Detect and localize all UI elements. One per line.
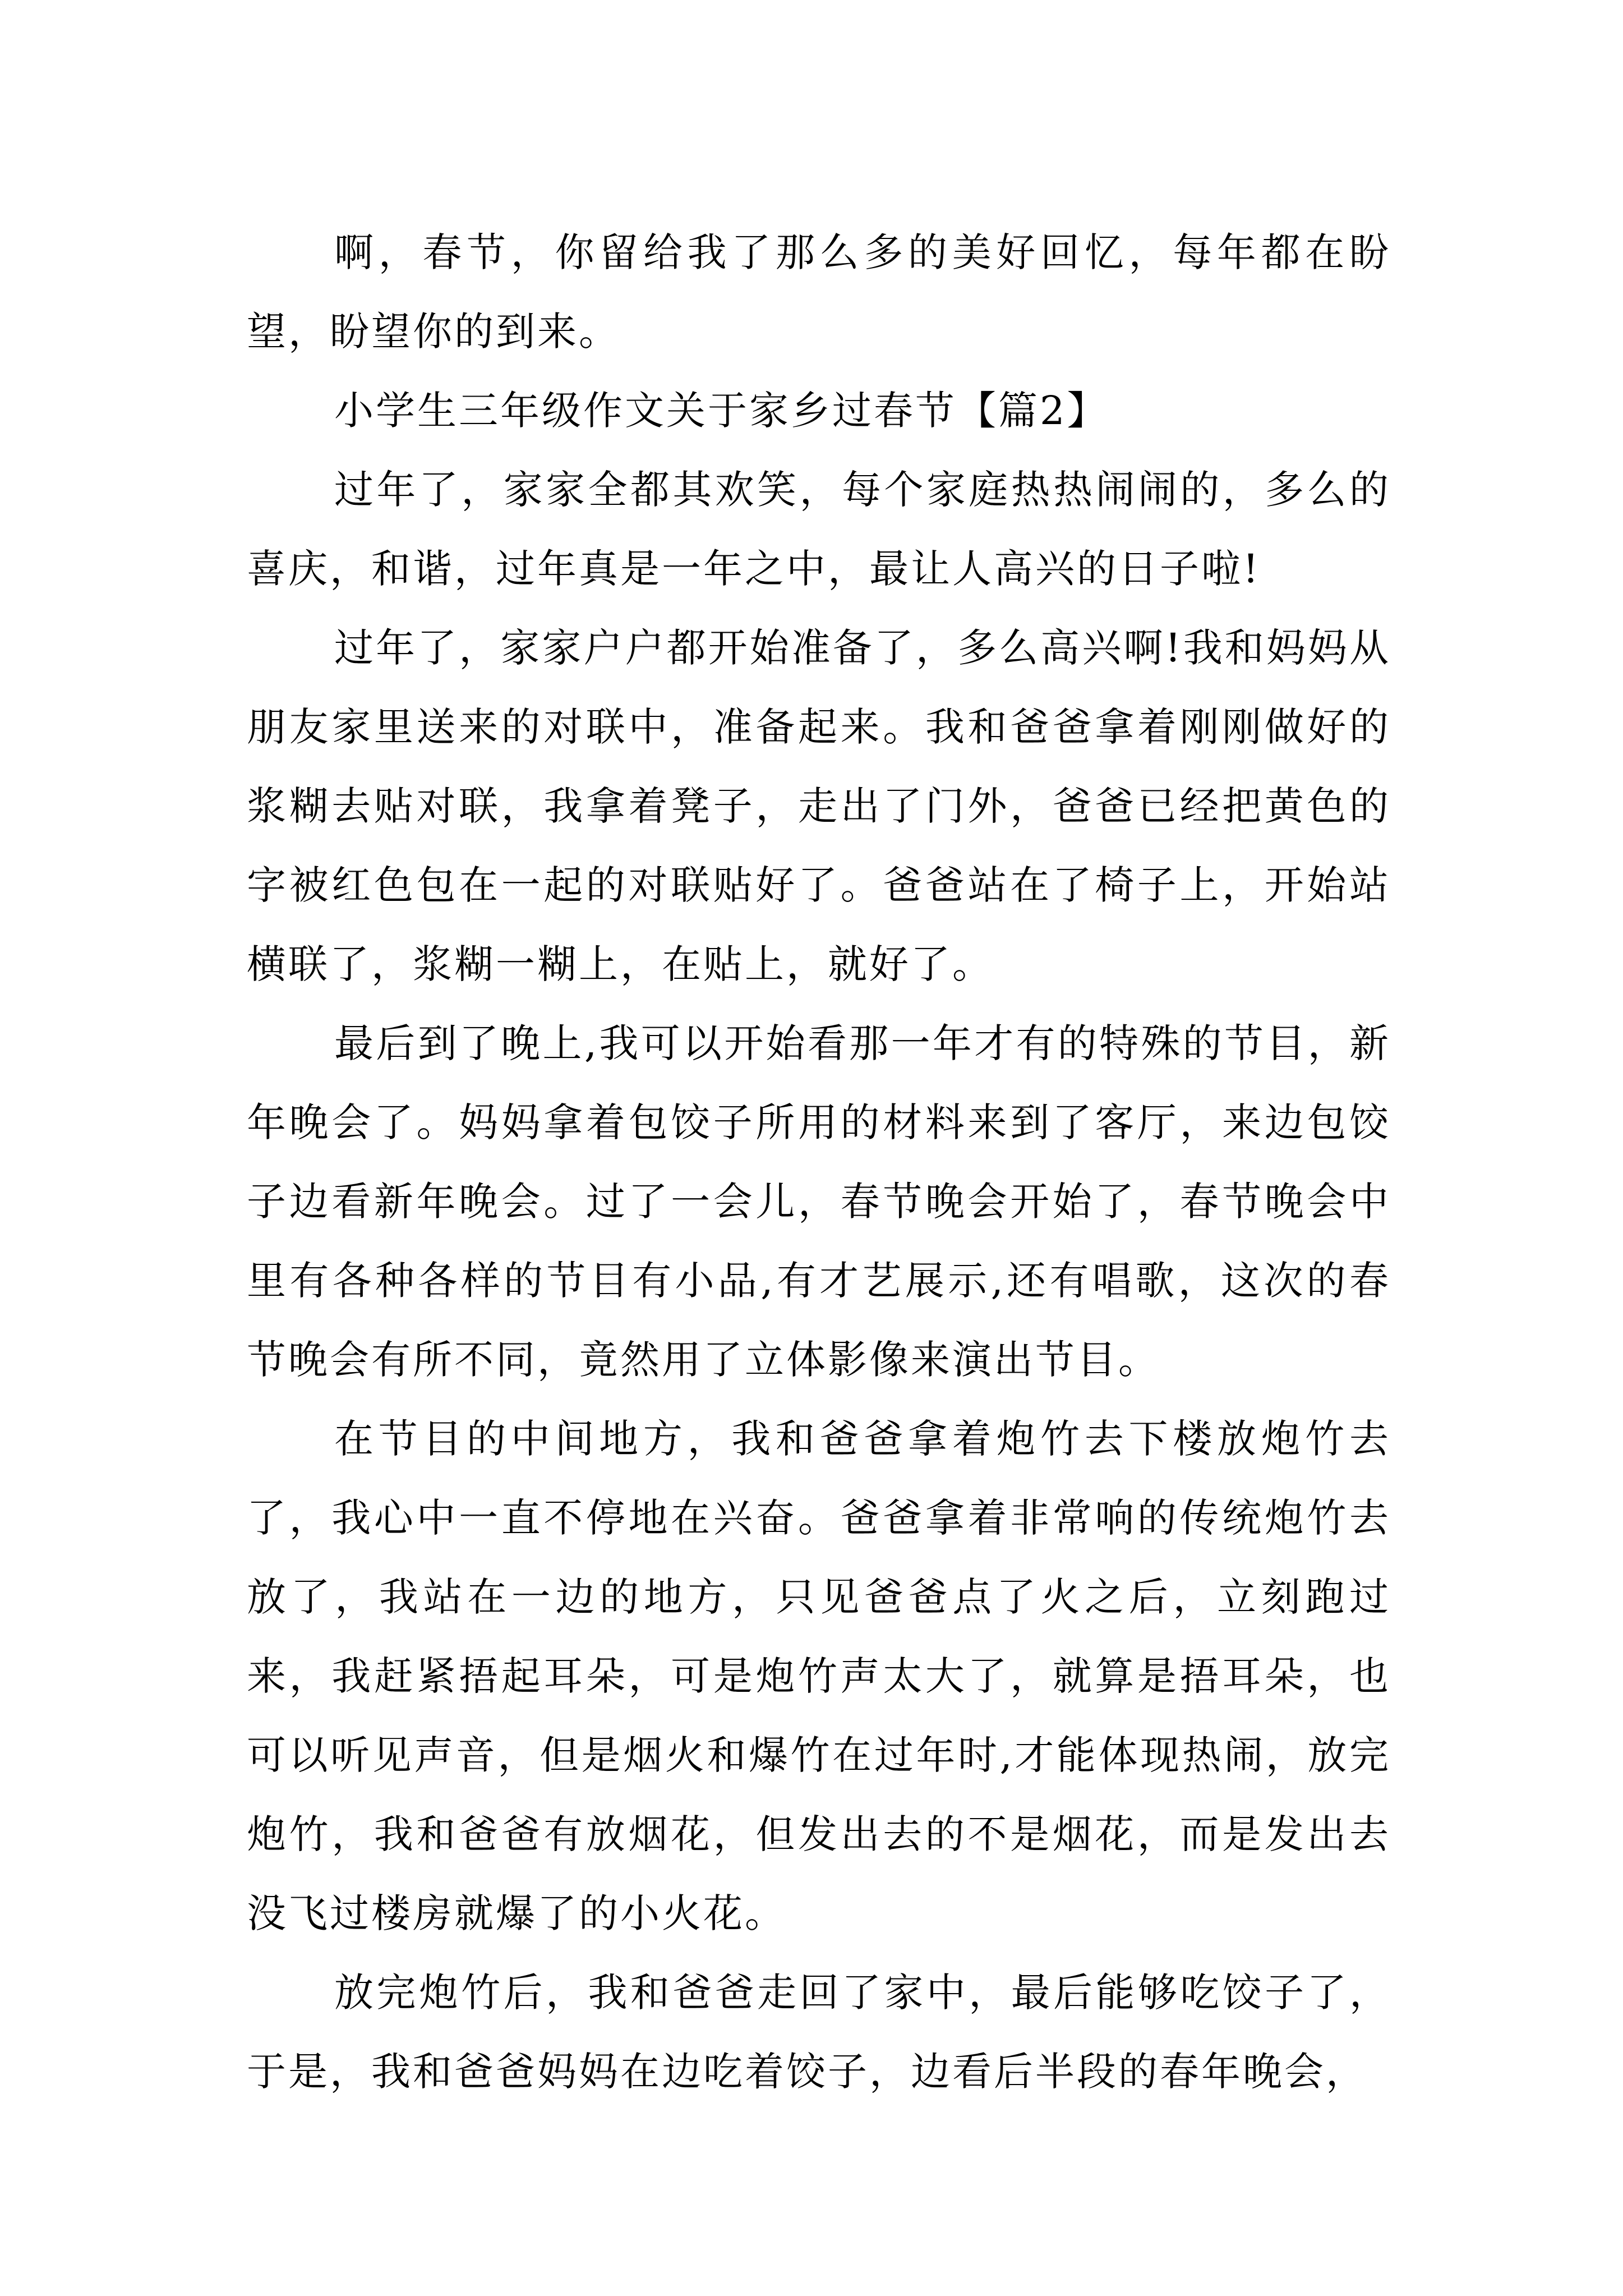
paragraph-firecrackers: 在节目的中间地方，我和爸爸拿着炮竹去下楼放炮竹去了，我心中一直不停地在兴奋。爸爸拿着非常响的传统炮竹去放了，我站在一边的地方，只见爸爸点了火之后，立刻跑过来，我赶紧捂起耳朵，可是炮竹声太大了，就算是捂耳朵，也可以听见声音，但是烟火和爆竹在过年时,才能体现热闹，放完炮竹，我和爸爸有放烟花，但发出去的不是烟花，而是发出去没飞过楼房就爆了的小火花。 (247, 1416, 1391, 1936)
paragraph-evening-gala: 最后到了晚上,我可以开始看那一年才有的特殊的节目，新年晚会了。妈妈拿着包饺子所用的材料来到了客厅，来边包饺子边看新年晚会。过了一会儿，春节晚会开始了，春节晚会中里有各种各样的节目有小品,有才艺展示,还有唱歌，这次的春节晚会有所不同，竟然用了立体影像来演出节目。 (247, 1020, 1391, 1383)
paragraph-intro: 过年了，家家全都其欢笑，每个家庭热热闹闹的，多么的喜庆，和谐，过年真是一年之中，最让人高兴的日子啦! (247, 467, 1391, 592)
paragraph-dumplings: 放完炮竹后，我和爸爸走回了家中，最后能够吃饺子了，于是，我和爸爸妈妈在边吃着饺子，边看后半段的春年晚会， (247, 1970, 1391, 2095)
paragraph-closing: 啊，春节，你留给我了那么多的美好回忆，每年都在盼望，盼望你的到来。 (247, 229, 1391, 355)
section-heading: 小学生三年级作文关于家乡过春节【篇2】 (334, 388, 1109, 434)
paragraph-couplets: 过年了，家家户户都开始准备了，多么高兴啊!我和妈妈从朋友家里送来的对联中，准备起来。我和爸爸拿着刚刚做好的浆糊去贴对联，我拿着凳子，走出了门外，爸爸已经把黄色的字被红色包在一起的对联贴好了。爸爸站在了椅子上，开始站横联了，浆糊一糊上，在贴上，就好了。 (247, 625, 1391, 987)
document-body (247, 213, 1391, 2111)
